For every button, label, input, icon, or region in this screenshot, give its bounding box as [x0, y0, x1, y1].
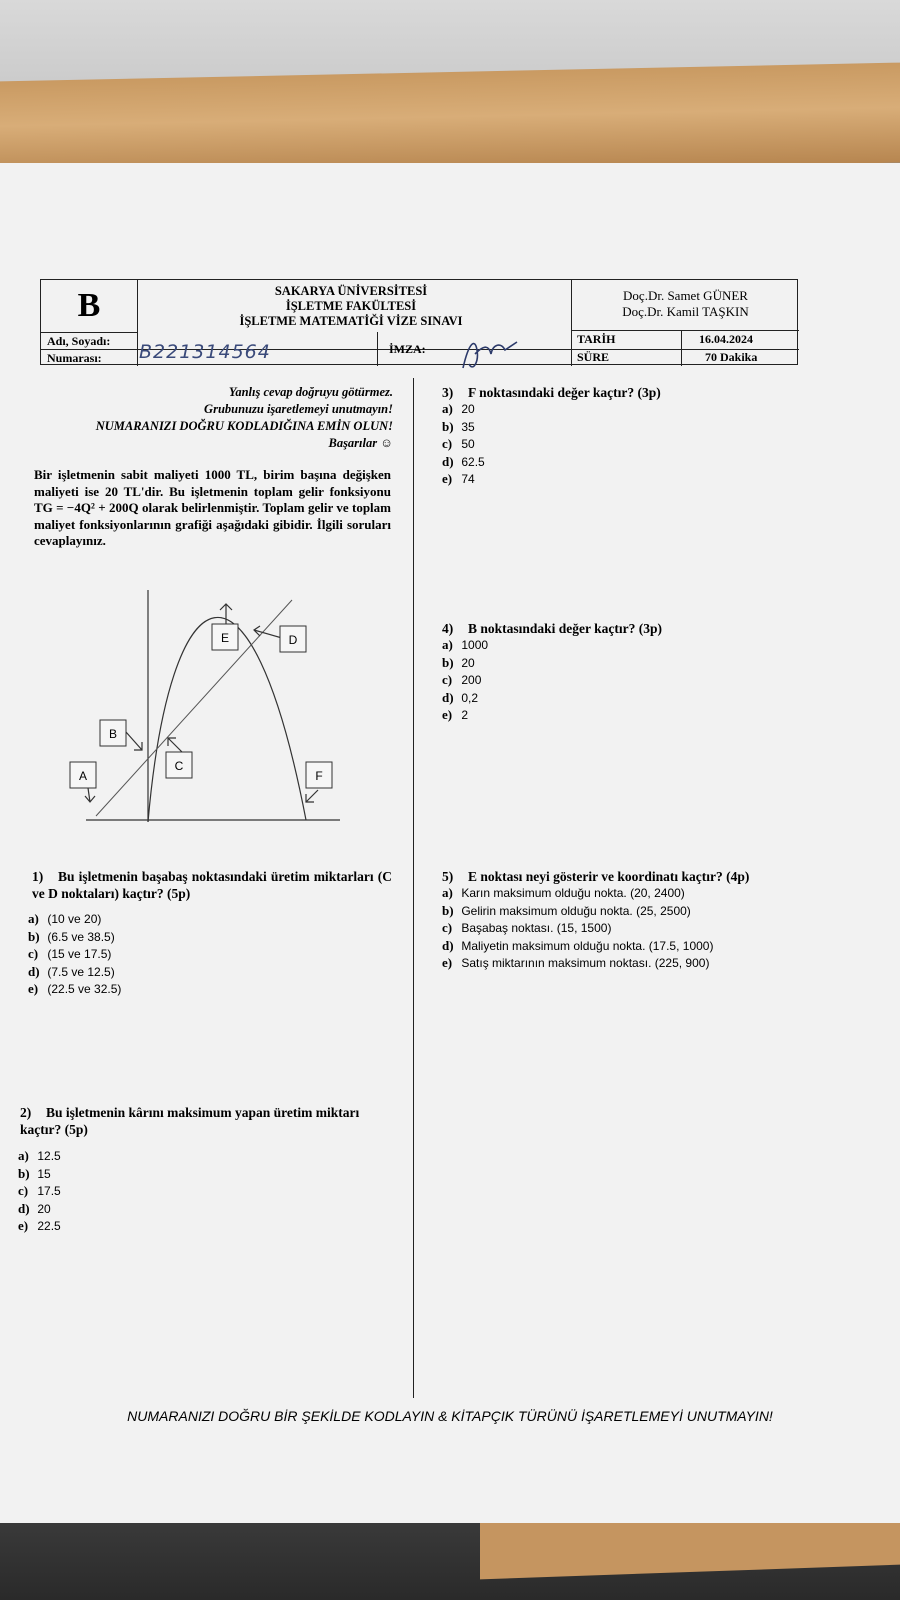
option[interactable]: e) 74	[442, 471, 475, 486]
exam-name-line: İŞLETME MATEMATİĞİ VİZE SINAVI	[239, 314, 463, 328]
footer-reminder: NUMARANIZI DOĞRU BİR ŞEKİLDE KODLAYIN & KİTAPÇIK TÜRÜNÜ İŞARETLEMEYİ UNUTMAYIN!	[127, 1408, 773, 1424]
point-e-label: E	[220, 631, 230, 645]
option[interactable]: d) 20	[18, 1200, 51, 1216]
option[interactable]: c) Başabaş noktası. (15, 1500)	[442, 920, 612, 935]
question-number: 4)	[442, 621, 454, 636]
option[interactable]: c) 50	[442, 436, 475, 451]
option[interactable]: d) Maliyetin maksimum olduğu nokta. (17.5, 1000)	[442, 937, 714, 953]
exam-notes	[40, 384, 393, 452]
question-number: 5)	[442, 869, 454, 884]
question-5	[442, 868, 862, 885]
option[interactable]: b) 35	[442, 418, 475, 434]
option[interactable]: a) 12.5	[18, 1148, 61, 1163]
instructor-1: Doç.Dr. Samet GÜNER	[623, 288, 748, 303]
option[interactable]: a) 20	[442, 401, 475, 416]
student-number[interactable]: B221314564	[139, 341, 271, 363]
option[interactable]: b) (6.5 ve 38.5)	[28, 928, 115, 944]
question-4	[442, 620, 862, 637]
question-5-options	[442, 885, 713, 973]
note-line: Yanlış cevap doğruyu götürmez.	[228, 385, 393, 399]
name-label: Adı, Soyadı:	[47, 334, 111, 348]
option[interactable]: a) (10 ve 20)	[28, 911, 102, 926]
question-3-options	[442, 401, 485, 489]
option[interactable]: d) 62.5	[442, 453, 485, 469]
option[interactable]: c) (15 ve 17.5)	[28, 946, 112, 961]
option[interactable]: d) 0,2	[442, 689, 479, 705]
university-line: SAKARYA ÜNİVERSİTESİ	[274, 284, 428, 298]
booklet-type: B	[41, 280, 138, 332]
option[interactable]: a) 1000	[442, 637, 489, 652]
note-line: Grubunuzu işaretlemeyi unutmayın!	[204, 402, 393, 416]
instructor-2: Doç.Dr. Kamil TAŞKIN	[622, 304, 749, 319]
option[interactable]: e) 22.5	[18, 1218, 61, 1233]
point-d-label: D	[288, 633, 298, 647]
point-b-label: B	[108, 727, 118, 741]
question-text: Bu işletmenin kârını maksimum yapan üretim miktarı kaçtır? (5p)	[20, 1105, 360, 1137]
date-label: TARİH	[577, 332, 616, 346]
exam-header-table	[40, 279, 798, 365]
question-4-options	[442, 637, 488, 725]
signature-label: İMZA:	[389, 342, 426, 356]
note-line: Başarılar ☺	[328, 436, 393, 450]
duration-label: SÜRE	[577, 350, 610, 364]
column-divider	[413, 378, 414, 1398]
option[interactable]: d) (7.5 ve 12.5)	[28, 963, 115, 979]
option[interactable]: e) (22.5 ve 32.5)	[28, 981, 122, 996]
number-label: Numarası:	[47, 351, 102, 365]
question-2-options	[18, 1148, 61, 1236]
option[interactable]: b) 20	[442, 654, 475, 670]
option[interactable]: a) Karın maksimum olduğu nokta. (20, 2400)	[442, 885, 685, 900]
question-2	[20, 1104, 390, 1138]
option[interactable]: c) 17.5	[18, 1183, 61, 1198]
question-number: 2)	[20, 1105, 32, 1120]
option[interactable]: b) Gelirin maksimum olduğu nokta. (25, 2500)	[442, 902, 691, 918]
university-title	[137, 280, 565, 330]
date-value: 16.04.2024	[699, 332, 753, 346]
point-c-label: C	[174, 759, 184, 773]
faculty-line: İŞLETME FAKÜLTESİ	[285, 299, 417, 313]
exam-sheet	[0, 163, 900, 1523]
question-number: 1)	[32, 869, 44, 884]
question-text: F noktasındaki değer kaçtır? (3p)	[468, 385, 661, 400]
duration-value: 70 Dakika	[705, 350, 758, 364]
question-text: E noktası neyi gösterir ve koordinatı kaçtır? (4p)	[468, 869, 750, 884]
point-f-label: F	[315, 769, 323, 783]
question-text: Bu işletmenin başabaş noktasındaki üretim miktarları (C ve D noktaları) kaçtır? (5p)	[32, 869, 392, 901]
option[interactable]: c) 200	[442, 672, 482, 687]
problem-intro: Bir işletmenin sabit maliyeti 1000 TL, birim başına değişken maliyeti ise 20 TL'dir. Bu işletmenin toplam gelir fonksiyonu TG = −4Q² + 200Q olarak belirlenmiştir. Toplam gelir ve toplam maliyet fonksiyonlarının grafiği aşağıdaki gibidir. İlgili soruları cevaplayınız.	[34, 467, 391, 548]
revenue-cost-graph	[60, 590, 360, 830]
question-1-options	[28, 911, 121, 999]
question-number: 3)	[442, 385, 454, 400]
signature-mark[interactable]	[455, 332, 527, 376]
instructors	[571, 280, 799, 330]
question-3	[442, 384, 862, 401]
point-a-label: A	[78, 769, 88, 783]
option[interactable]: b) 15	[18, 1165, 51, 1181]
option[interactable]: e) 2	[442, 707, 469, 722]
option[interactable]: e) Satış miktarının maksimum noktası. (225, 900)	[442, 955, 710, 970]
question-1	[32, 868, 392, 902]
note-line: NUMARANIZI DOĞRU KODLADIĞINA EMİN OLUN!	[95, 419, 393, 433]
question-text: B noktasındaki değer kaçtır? (3p)	[468, 621, 663, 636]
